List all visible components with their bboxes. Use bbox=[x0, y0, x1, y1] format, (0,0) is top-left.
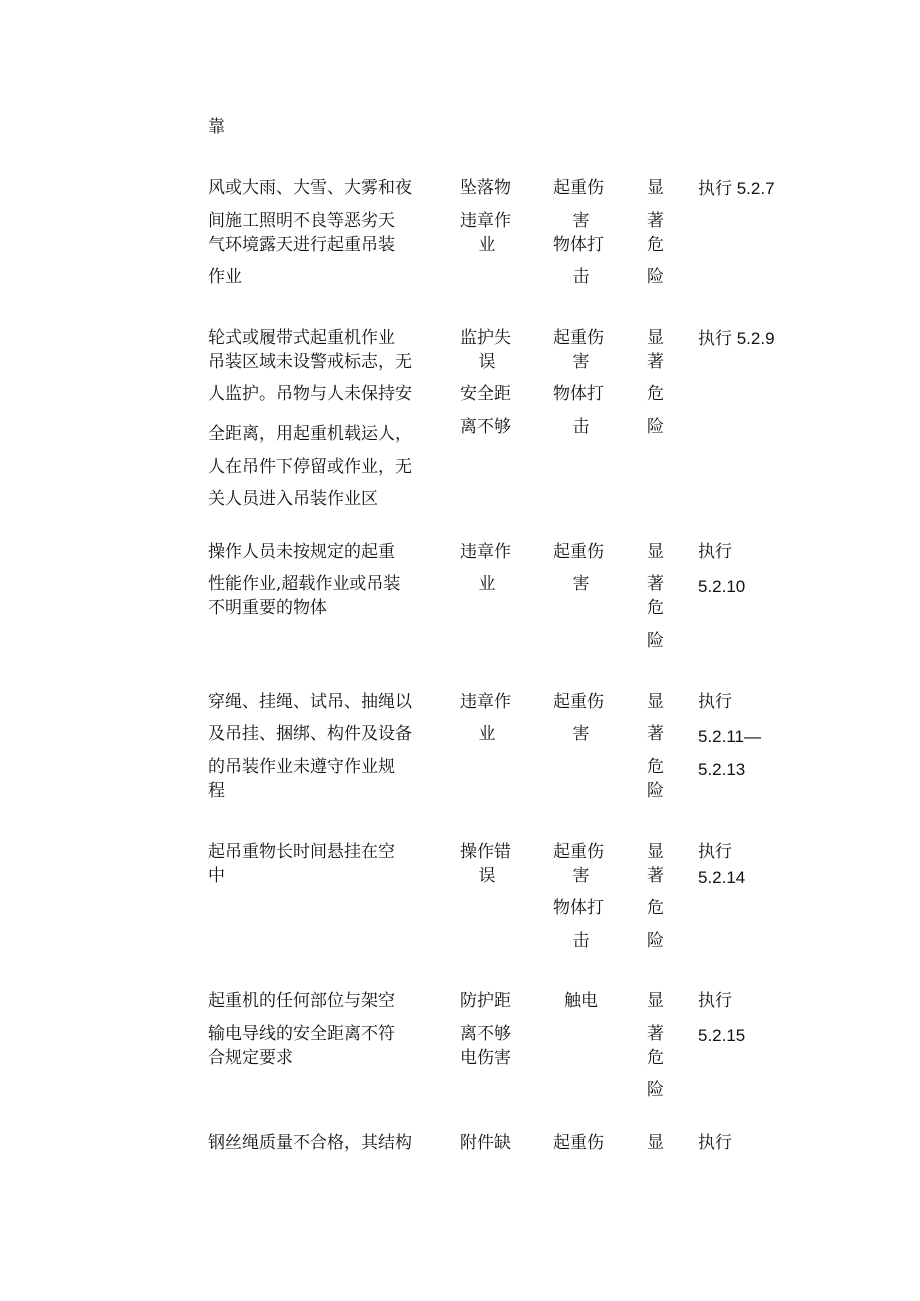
control-measure: 执行 bbox=[698, 842, 732, 862]
hazard-description: 吊装区域未设警戒标志，无 bbox=[208, 352, 412, 372]
hazard-cause: 违章作 bbox=[460, 692, 511, 712]
accident-type: 害 bbox=[572, 866, 590, 886]
control-measure: 5.2.15 bbox=[698, 1026, 746, 1045]
hazard-description: 的吊装作业未遵守作业规 bbox=[208, 757, 395, 777]
risk-level: 著 bbox=[647, 574, 664, 594]
hazard-cause: 误 bbox=[478, 866, 496, 886]
hazard-description: 全距离，用起重机载运人， bbox=[208, 424, 412, 444]
accident-type: 物体打 bbox=[553, 384, 604, 404]
accident-type: 物体打 bbox=[553, 235, 604, 255]
accident-type: 害 bbox=[572, 211, 590, 231]
hazard-cause: 附件缺 bbox=[460, 1133, 511, 1153]
accident-type: 起重伤 bbox=[553, 178, 604, 198]
hazard-description: 人监护。吊物与人未保持安 bbox=[208, 384, 412, 404]
hazard-description: 起重机的任何部位与架空 bbox=[208, 991, 395, 1011]
hazard-description: 性能作业,超载作业或吊装 bbox=[208, 574, 401, 594]
hazard-cause: 业 bbox=[478, 235, 496, 255]
hazard-cause: 误 bbox=[478, 352, 496, 372]
risk-level: 险 bbox=[647, 267, 664, 287]
risk-level: 险 bbox=[647, 931, 664, 951]
hazard-cause: 电伤害 bbox=[460, 1048, 511, 1068]
accident-type: 害 bbox=[572, 724, 590, 744]
risk-level: 显 bbox=[647, 692, 664, 712]
hazard-description: 输电导线的安全距离不符 bbox=[208, 1024, 395, 1044]
control-measure: 执行 bbox=[698, 1133, 732, 1153]
hazard-cause: 业 bbox=[478, 724, 496, 744]
accident-type: 物体打 bbox=[553, 898, 604, 918]
risk-level: 显 bbox=[647, 328, 664, 348]
hazard-description: 不明重要的物体 bbox=[208, 598, 327, 618]
risk-level: 著 bbox=[647, 1024, 664, 1044]
risk-level: 显 bbox=[647, 178, 664, 198]
hazard-description: 人在吊件下停留或作业，无 bbox=[208, 457, 412, 477]
control-measure: 执行 bbox=[698, 542, 732, 562]
accident-type: 害 bbox=[572, 352, 590, 372]
hazard-cause: 离不够 bbox=[460, 417, 511, 437]
risk-level: 著 bbox=[647, 352, 664, 372]
accident-type: 起重伤 bbox=[553, 542, 604, 562]
risk-level: 危 bbox=[647, 757, 664, 777]
hazard-cause: 坠落物 bbox=[460, 178, 511, 198]
control-measure: 5.2.10 bbox=[698, 577, 746, 596]
hazard-description: 气环境露天进行起重吊装 bbox=[208, 235, 395, 255]
hazard-cause: 安全距 bbox=[460, 384, 511, 404]
control-measure: 执行 5.2.9 bbox=[698, 329, 775, 348]
hazard-cause: 离不够 bbox=[460, 1024, 511, 1044]
hazard-description: 关人员进入吊装作业区 bbox=[208, 489, 378, 509]
risk-level: 显 bbox=[647, 542, 664, 562]
hazard-description: 轮式或履带式起重机作业 bbox=[208, 328, 395, 348]
hazard-description: 钢丝绳质量不合格，其结构 bbox=[208, 1133, 412, 1153]
risk-level: 显 bbox=[647, 1133, 664, 1153]
risk-level: 险 bbox=[647, 631, 664, 651]
risk-level: 险 bbox=[647, 781, 664, 801]
risk-level: 危 bbox=[647, 898, 664, 918]
accident-type: 起重伤 bbox=[553, 1133, 604, 1153]
hazard-cause: 违章作 bbox=[460, 211, 511, 231]
fragment-text: 靠 bbox=[208, 117, 225, 137]
risk-level: 著 bbox=[647, 866, 664, 886]
hazard-description: 穿绳、挂绳、试吊、抽绳以 bbox=[208, 692, 412, 712]
risk-level: 著 bbox=[647, 211, 664, 231]
risk-level: 危 bbox=[647, 384, 664, 404]
risk-level: 险 bbox=[647, 417, 664, 437]
hazard-cause: 违章作 bbox=[460, 542, 511, 562]
accident-type: 触电 bbox=[564, 991, 598, 1011]
hazard-cause: 监护失 bbox=[460, 328, 511, 348]
control-measure: 执行 bbox=[698, 692, 732, 712]
accident-type: 害 bbox=[572, 574, 590, 594]
hazard-cause: 业 bbox=[478, 574, 496, 594]
risk-level: 危 bbox=[647, 598, 664, 618]
hazard-description: 中 bbox=[208, 866, 225, 886]
hazard-description: 合规定要求 bbox=[208, 1048, 293, 1068]
hazard-description: 作业 bbox=[208, 267, 242, 287]
control-measure: 执行 bbox=[698, 991, 732, 1011]
risk-level: 显 bbox=[647, 991, 664, 1011]
hazard-description: 程 bbox=[208, 781, 225, 801]
hazard-description: 操作人员未按规定的起重 bbox=[208, 542, 395, 562]
risk-level: 危 bbox=[647, 235, 664, 255]
hazard-description: 风或大雨、大雪、大雾和夜 bbox=[208, 178, 412, 198]
hazard-cause: 防护距 bbox=[460, 991, 511, 1011]
control-measure: 5.2.13 bbox=[698, 760, 746, 779]
accident-type: 击 bbox=[572, 931, 590, 951]
hazard-description: 间施工照明不良等恶劣天 bbox=[208, 211, 395, 231]
accident-type: 起重伤 bbox=[553, 692, 604, 712]
risk-level: 危 bbox=[647, 1048, 664, 1068]
accident-type: 击 bbox=[572, 267, 590, 287]
risk-level: 著 bbox=[647, 724, 664, 744]
control-measure: 5.2.14 bbox=[698, 868, 746, 887]
hazard-description: 起吊重物长时间悬挂在空 bbox=[208, 842, 395, 862]
accident-type: 击 bbox=[572, 417, 590, 437]
accident-type: 起重伤 bbox=[553, 842, 604, 862]
control-measure: 5.2.11— bbox=[698, 727, 762, 746]
accident-type: 起重伤 bbox=[553, 328, 604, 348]
hazard-cause: 操作错 bbox=[460, 842, 511, 862]
risk-level: 显 bbox=[647, 842, 664, 862]
hazard-description: 及吊挂、捆绑、构件及设备 bbox=[208, 724, 412, 744]
risk-level: 险 bbox=[647, 1080, 664, 1100]
control-measure: 执行 5.2.7 bbox=[698, 179, 775, 198]
